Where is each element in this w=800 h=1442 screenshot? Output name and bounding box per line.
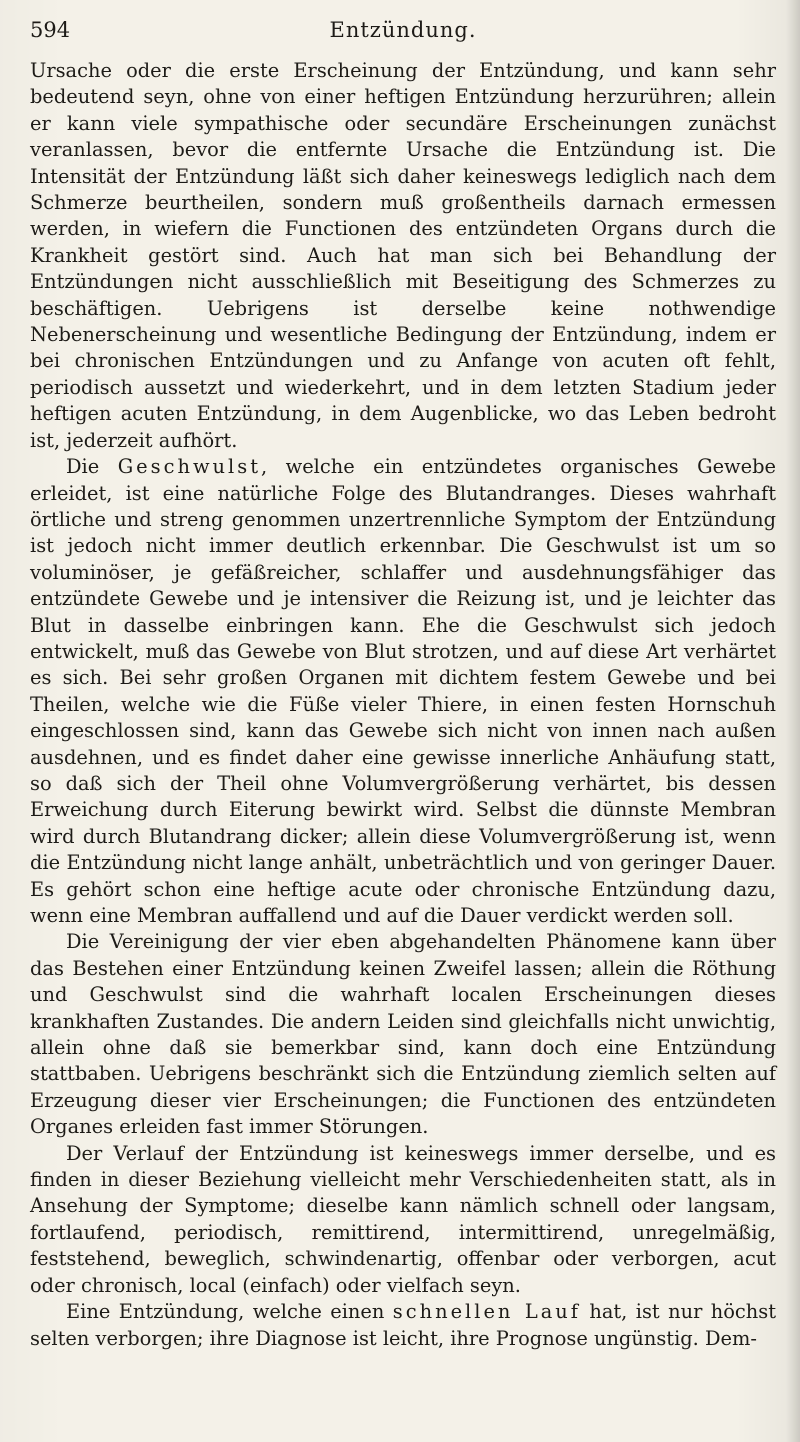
paragraph-1: Ursache oder die erste Erscheinung der Entzündung, und kann sehr bedeutend seyn, ohne von einer heftigen Entzündung herzurühren; allein er kann viele sympathische oder secundäre Erscheinungen zunächst veranlassen, bevor die entfernte Ursache die Entzündung ist. Die Intensität der Entzündung läßt sich daher keineswegs lediglich nach dem Schmerze beurtheilen, sondern muß großentheils darnach ermessen werden, in wiefern die Functionen des entzündeten Organs durch die Krankheit gestört sind. Auch hat man sich bei Behandlung der Entzündungen nicht ausschließlich mit Beseitigung des Schmerzes zu beschäftigen. Uebrigens ist derselbe keine nothwendige Nebenerscheinung und wesentliche Bedingung der Entzündung, indem er bei chronischen Entzündungen und zu Anfange von acuten oft fehlt, periodisch aussetzt und wiederkehrt, und in dem letzten Stadium jeder heftigen acuten Entzündung, in dem Augenblicke, wo das Leben bedroht ist, jederzeit aufhört. [30, 59, 776, 452]
term-geschwulst: Geschwulst [117, 455, 261, 479]
page-number: 594 [30, 18, 71, 42]
running-title: Entzündung. [329, 18, 477, 42]
paragraph-2-lead: Die [66, 455, 118, 479]
paragraph-2-rest: , welche ein entzündetes organisches Gewebe erleidet, ist eine natürliche Folge des Blutandranges. Dieses wahrhaft örtliche und streng genommen unzertrennliche Symptom der Entzündung ist jedoch nicht immer deutlich erkennbar. Die Geschwulst ist um so voluminöser, je gefäßreicher, schlaffer und ausdehnungsfähiger das entzündete Gewebe und je intensiver die Reizung ist, und je leichter das Blut in dasselbe einbringen kann. Ehe die Geschwulst sich jedoch entwickelt, muß das Gewebe von Blut strotzen, und auf diese Art verhärtet es sich. Bei sehr großen Organen mit dichtem festem Gewebe und bei Theilen, welche wie die Füße vieler Thiere, in einen festen Hornschuh eingeschlossen sind, kann das Gewebe sich nicht von innen nach außen ausdehnen, und es findet daher eine gewisse innerliche Anhäufung statt, so daß sich der Theil ohne Volumvergrößerung verhärtet, bis dessen Erweichung durch Eiterung bewirkt wird. Selbst die dünnste Membran wird durch Blutandrang dicker; allein diese Volumvergrößerung ist, wenn die Entzündung nicht lange anhält, unbeträchtlich und von geringer Dauer. Es gehört schon eine heftige acute oder chronische Entzündung dazu, wenn eine Membran auffallend und auf die Dauer verdickt werden soll. [30, 455, 777, 927]
page-edge-shadow [786, 0, 800, 1442]
paragraph-5-rest: hat, ist nur höchst selten verborgen; ihre Diagnose ist leicht, ihre Prognose ungünstig. Dem- [30, 1300, 776, 1350]
paragraph-5 [30, 1299, 776, 1352]
paragraph-5-lead: Eine Entzündung, welche einen [66, 1300, 393, 1324]
term-schneller-lauf: schnellen Lauf [392, 1300, 581, 1324]
paragraph-2 [30, 454, 776, 929]
paragraph-3: Die Vereinigung der vier eben abgehandelten Phänomene kann über das Bestehen einer Entzündung keinen Zweifel lassen; allein die Röthung und Geschwulst sind die wahrhaft localen Erscheinungen dieses krankhaften Zustandes. Die andern Leiden sind gleichfalls nicht unwichtig, allein ohne daß sie bemerkbar sind, kann doch eine Entzündung stattbaben. Uebrigens beschränkt sich die Entzündung ziemlich selten auf Erzeugung dieser vier Erscheinungen; die Functionen des entzündeten Organes erleiden fast immer Störungen. [30, 930, 776, 1139]
page-header [30, 18, 776, 48]
body-text [30, 58, 776, 1352]
paragraph-4: Der Verlauf der Entzündung ist keineswegs immer derselbe, und es finden in dieser Beziehung vielleicht mehr Verschiedenheiten statt, als in Ansehung der Symptome; dieselbe kann nämlich schnell oder langsam, fortlaufend, periodisch, remittirend, intermittirend, unregelmäßig, feststehend, beweglich, schwindenartig, offenbar oder verborgen, acut oder chronisch, local (einfach) oder vielfach seyn. [30, 1141, 776, 1297]
